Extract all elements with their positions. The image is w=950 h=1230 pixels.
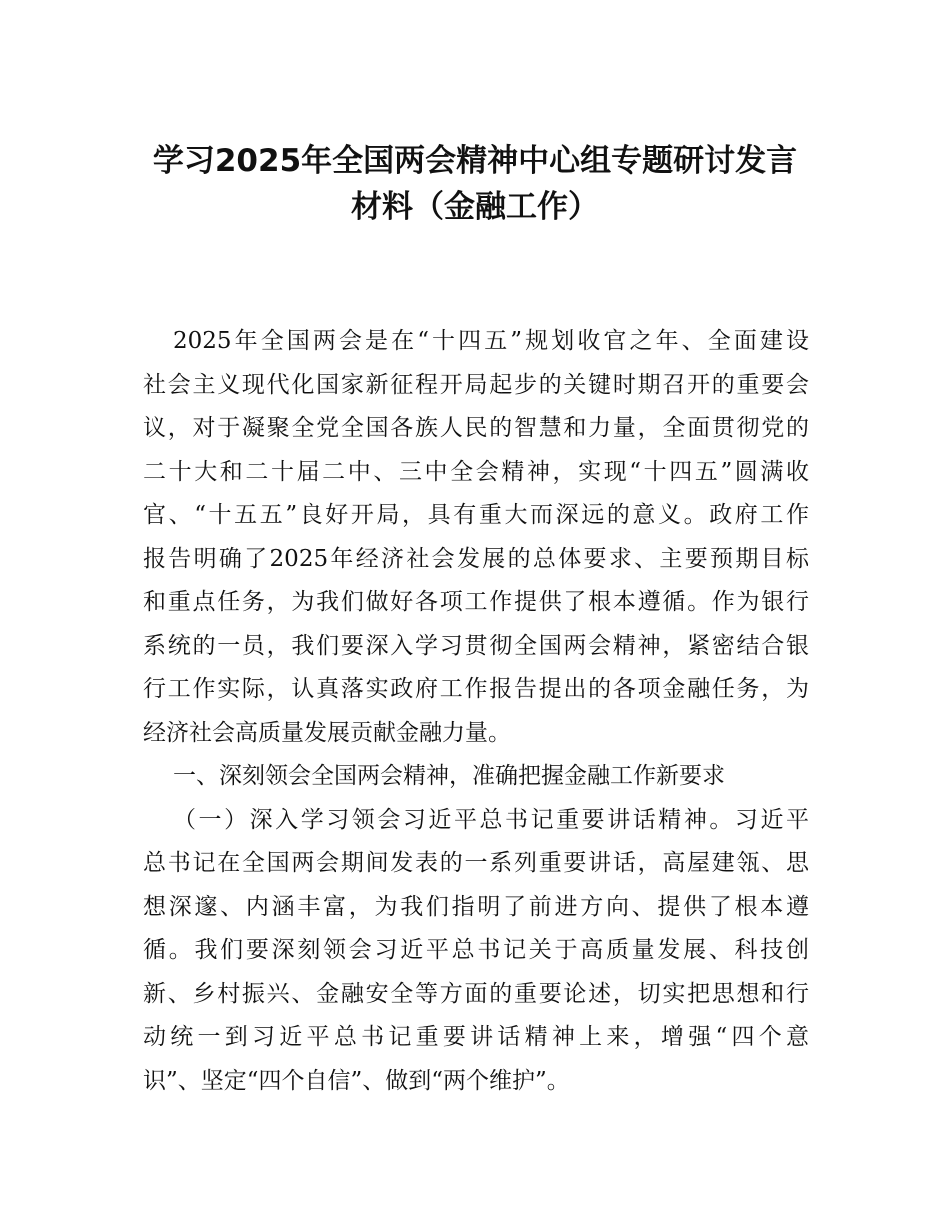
text-line: 动统一到习近平总书记重要讲话精神上来，增强“四个意: [143, 1024, 809, 1050]
text-line: （一）深入学习领会习近平总书记重要讲话精神。习近平: [173, 806, 809, 833]
text-line: 识”、坚定“四个自信”、做到“两个维护”。: [143, 1067, 570, 1094]
text-line: 行工作实际，认真落实政府工作报告提出的各项金融任务，为: [143, 676, 809, 702]
paragraph-subsection-1: [143, 799, 809, 1104]
document-body: [143, 320, 809, 1103]
paragraph-intro: [143, 320, 809, 755]
text-line: 一、深刻领会全国两会精神，准确把握金融工作新要求: [173, 763, 725, 789]
text-line: 官、“十五五”良好开局，具有重大而深远的意义。政府工作: [143, 502, 809, 528]
text-line: 新、乡村振兴、金融安全等方面的重要论述，切实把思想和行: [143, 980, 809, 1007]
title-line-1: 学习2025年全国两会精神中心组专题研讨发言: [152, 143, 798, 179]
document-title: [0, 138, 950, 230]
text-line: 总书记在全国两会期间发表的一系列重要讲话，高屋建瓴、思: [143, 850, 809, 876]
text-line: 2025年全国两会是在“十四五”规划收官之年、全面建设: [173, 328, 809, 354]
text-line: 二十大和二十届二中、三中全会精神，实现“十四五”圆满收: [143, 458, 809, 485]
text-line: 社会主义现代化国家新征程开局起步的关键时期召开的重要会: [143, 371, 809, 398]
text-line: 循。我们要深刻领会习近平总书记关于高质量发展、科技创: [143, 937, 809, 963]
text-line: 想深邃、内涵丰富，为我们指明了前进方向、提供了根本遵: [143, 893, 809, 920]
text-line: 和重点任务，为我们做好各项工作提供了根本遵循。作为银行: [143, 589, 809, 615]
text-line: 系统的一员，我们要深入学习贯彻全国两会精神，紧密结合银: [143, 632, 809, 659]
text-line: 经济社会高质量发展贡献金融力量。: [143, 719, 511, 746]
section-heading-1: [143, 755, 809, 799]
title-line-2: 材料（金融工作）: [351, 189, 599, 225]
text-line: 议，对于凝聚全党全国各族人民的智慧和力量，全面贯彻党的: [143, 415, 809, 441]
text-line: 报告明确了2025年经济社会发展的总体要求、主要预期目标: [143, 545, 809, 572]
